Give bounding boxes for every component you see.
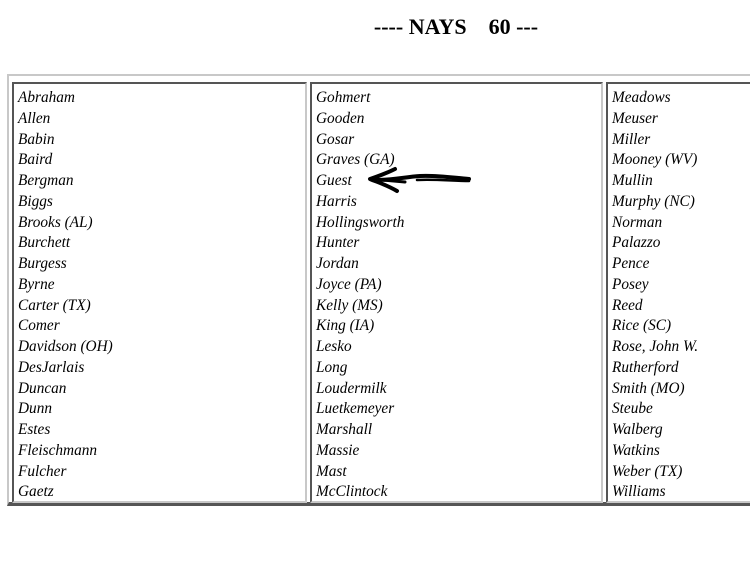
member-name: Biggs [18, 192, 53, 210]
member-name: Smith (MO) [612, 379, 685, 397]
member-name: Mast [316, 462, 347, 480]
member-name: Rutherford [612, 358, 679, 376]
member-name: Williams [612, 483, 666, 501]
member-name: Luetkemeyer [316, 400, 395, 418]
member-name: Gaetz [18, 483, 54, 501]
member-name: Baird [18, 151, 53, 169]
member-name: Burchett [18, 234, 71, 252]
member-name: Weber (TX) [612, 462, 683, 480]
member-name: Gohmert [316, 89, 371, 106]
member-name: Bergman [18, 172, 74, 189]
member-name: Norman [612, 213, 663, 231]
member-name: Duncan [18, 379, 67, 397]
member-name: Mullin [612, 172, 653, 189]
member-name: Rose, John W. [612, 338, 699, 355]
nays-table [7, 74, 750, 506]
names-column-1 [12, 82, 307, 503]
member-name: Estes [18, 421, 51, 438]
member-name: Hunter [316, 234, 360, 252]
heading-prefix: ---- NAYS [373, 14, 467, 39]
member-name: Harris [316, 192, 357, 210]
member-name: Joyce (PA) [316, 275, 382, 293]
member-name: King (IA) [316, 317, 375, 335]
member-name: Babin [18, 130, 55, 148]
member-name: Burgess [18, 255, 67, 272]
member-name: Jordan [316, 255, 359, 272]
member-name: Abraham [18, 89, 75, 106]
names-column-3 [606, 82, 750, 503]
member-name: Hollingsworth [316, 213, 405, 231]
member-name: Fulcher [18, 462, 67, 480]
member-name: Gosar [316, 130, 355, 148]
member-name: Fleischmann [18, 441, 98, 459]
member-name: Watkins [612, 441, 660, 459]
member-name: Steube [612, 400, 653, 418]
member-name: McClintock [316, 483, 388, 501]
heading-suffix: --- [516, 14, 539, 39]
member-name: Miller [612, 130, 651, 148]
member-name: Kelly (MS) [316, 296, 383, 314]
member-name: Palazzo [612, 234, 661, 252]
member-name: Meadows [612, 89, 671, 106]
names-column-2 [310, 82, 603, 503]
member-name: Carter (TX) [18, 296, 91, 314]
member-name: Mooney (WV) [612, 151, 698, 169]
member-name: Pence [612, 255, 650, 272]
member-name: Walberg [612, 421, 663, 438]
member-name: Loudermilk [316, 379, 387, 397]
member-name: Allen [18, 109, 51, 127]
member-name: Graves (GA) [316, 151, 395, 169]
nays-count: 60 [488, 14, 511, 39]
member-name: Davidson (OH) [18, 338, 113, 355]
member-name: Brooks (AL) [18, 213, 93, 231]
hand-drawn-arrow-icon [365, 166, 475, 196]
vote-heading [0, 14, 750, 40]
member-name: Murphy (NC) [612, 192, 695, 210]
member-name: Posey [612, 275, 649, 293]
member-name: Long [316, 358, 348, 376]
member-name: Meuser [612, 109, 658, 127]
member-name: Massie [316, 441, 360, 459]
member-name: Reed [612, 296, 643, 314]
member-name: Gooden [316, 109, 365, 127]
member-name: Dunn [18, 400, 52, 418]
member-name: Guest [316, 172, 352, 189]
member-name: Lesko [316, 338, 352, 355]
member-name: Rice (SC) [612, 317, 672, 335]
member-name: Marshall [316, 421, 373, 438]
member-name: Byrne [18, 275, 55, 293]
member-name: Comer [18, 317, 60, 335]
member-name: DesJarlais [18, 358, 85, 376]
